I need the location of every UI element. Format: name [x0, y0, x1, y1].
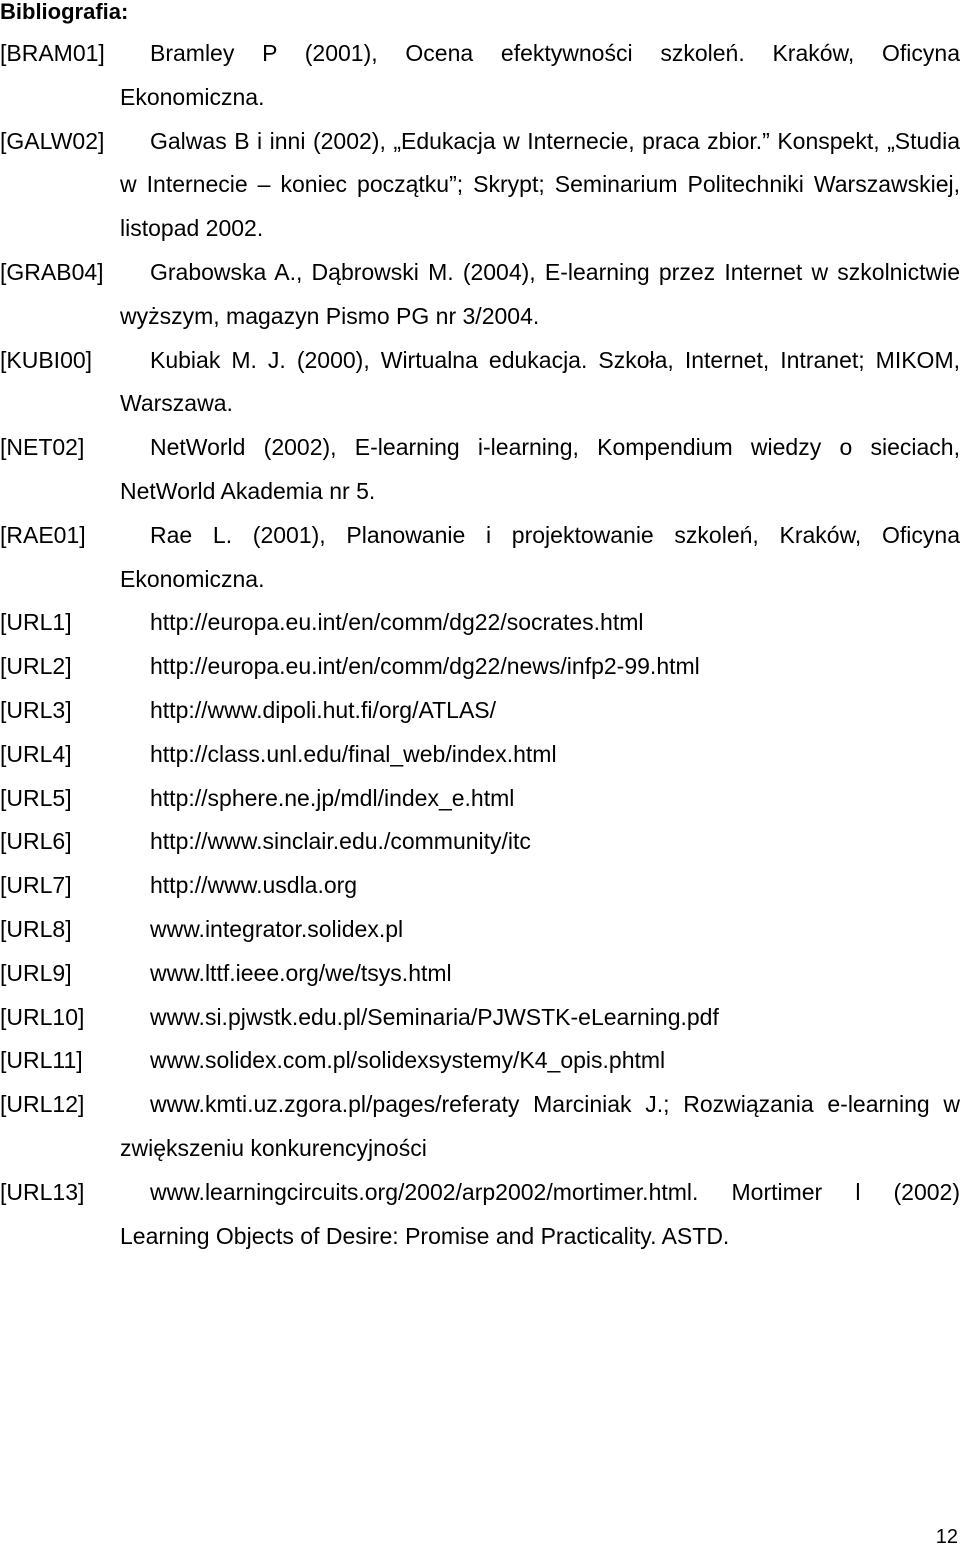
- bib-entry-url4: [0, 733, 960, 777]
- citation-key: [URL13]: [0, 1178, 85, 1205]
- citation-text: www.learningcircuits.org/2002/arp2002/mortimer.html. Mortimer l (2002) Learning Objects of Desire: Promise and Practicality. ASTD.: [120, 1178, 960, 1249]
- citation-url: http://www.usdla.org: [150, 872, 358, 899]
- citation-key: [URL8]: [0, 915, 72, 942]
- citation-url: www.solidex.com.pl/solidexsystemy/K4_opis.phtml: [150, 1047, 666, 1074]
- bib-entry-url9: [0, 952, 960, 996]
- citation-key: [URL2]: [0, 653, 72, 680]
- citation-key: [GALW02]: [0, 127, 105, 154]
- citation-key: [URL9]: [0, 959, 72, 986]
- citation-url: http://europa.eu.int/en/comm/dg22/news/infp2-99.html: [150, 653, 700, 680]
- citation-url: http://class.unl.edu/final_web/index.html: [150, 740, 557, 767]
- citation-text: NetWorld (2002), E-learning i-learning, Kompendium wiedzy o sieciach, NetWorld Akademia nr 5.: [120, 434, 960, 504]
- citation-key: [URL11]: [0, 1047, 83, 1074]
- citation-key: [GRAB04]: [0, 258, 104, 285]
- citation-url: http://www.dipoli.hut.fi/org/ATLAS/: [150, 696, 497, 723]
- citation-key: [RAE01]: [0, 521, 86, 548]
- bib-entry-url12: [0, 1083, 960, 1171]
- citation-url: http://www.sinclair.edu./community/itc: [150, 828, 531, 855]
- citation-text: Kubiak M. J. (2000), Wirtualna edukacja. Szkoła, Internet, Intranet; MIKOM, Warszawa.: [120, 346, 960, 417]
- bib-entry-url10: [0, 996, 960, 1040]
- bib-entry-url6: [0, 820, 960, 864]
- citation-key: [KUBI00]: [0, 346, 93, 373]
- citation-key: [URL12]: [0, 1091, 85, 1118]
- citation-text: Grabowska A., Dąbrowski M. (2004), E-learning przez Internet w szkolnictwie wyższym, magazyn Pismo PG nr 3/2004.: [120, 258, 960, 329]
- citation-text: Rae L. (2001), Planowanie i projektowanie szkoleń, Kraków, Oficyna Ekonomiczna.: [120, 521, 960, 592]
- bib-entry-net02: [0, 426, 960, 514]
- bib-entry-url1: [0, 601, 960, 645]
- bib-entry-bram01: [0, 32, 960, 120]
- bibliography-list: [0, 32, 960, 1258]
- citation-key: [BRAM01]: [0, 40, 105, 66]
- citation-text: Galwas B i inni (2002), „Edukacja w Internecie, praca zbior.” Konspekt, „Studia w Internecie – koniec początku”; Skrypt; Seminarium Politechniki Warszawskiej, listopad 2002.: [120, 127, 960, 242]
- bib-entry-grab04: [0, 251, 960, 339]
- bib-entry-rae01: [0, 514, 960, 602]
- bib-entry-url8: [0, 908, 960, 952]
- citation-key: [URL1]: [0, 609, 72, 636]
- citation-url: www.lttf.ieee.org/we/tsys.html: [150, 959, 452, 986]
- citation-key: [URL10]: [0, 1003, 85, 1030]
- citation-key: [URL6]: [0, 828, 72, 855]
- page-title: Bibliografia:: [0, 0, 129, 24]
- citation-key: [NET02]: [0, 434, 85, 461]
- bib-entry-url13: [0, 1171, 960, 1259]
- citation-key: [URL5]: [0, 784, 72, 811]
- bib-entry-url5: [0, 777, 960, 821]
- bib-entry-url11: [0, 1039, 960, 1083]
- citation-key: [URL7]: [0, 872, 72, 899]
- bib-entry-kubi00: [0, 339, 960, 427]
- bib-entry-url2: [0, 645, 960, 689]
- citation-url: http://sphere.ne.jp/mdl/index_e.html: [150, 784, 515, 811]
- bib-entry-galw02: [0, 120, 960, 251]
- page-number: 12: [935, 1526, 958, 1548]
- bib-entry-url7: [0, 864, 960, 908]
- bib-entry-url3: [0, 689, 960, 733]
- citation-text: Bramley P (2001), Ocena efektywności szkoleń. Kraków, Oficyna Ekonomiczna.: [120, 40, 960, 110]
- citation-text: www.kmti.uz.zgora.pl/pages/referaty Marciniak J.; Rozwiązania e-learning w zwiększeniu konkurencyjności: [120, 1091, 960, 1161]
- citation-key: [URL3]: [0, 696, 72, 723]
- citation-url: http://europa.eu.int/en/comm/dg22/socrates.html: [150, 609, 644, 636]
- citation-key: [URL4]: [0, 740, 72, 767]
- citation-url: www.si.pjwstk.edu.pl/Seminaria/PJWSTK-eLearning.pdf: [150, 1003, 719, 1030]
- citation-url: www.integrator.solidex.pl: [150, 915, 404, 942]
